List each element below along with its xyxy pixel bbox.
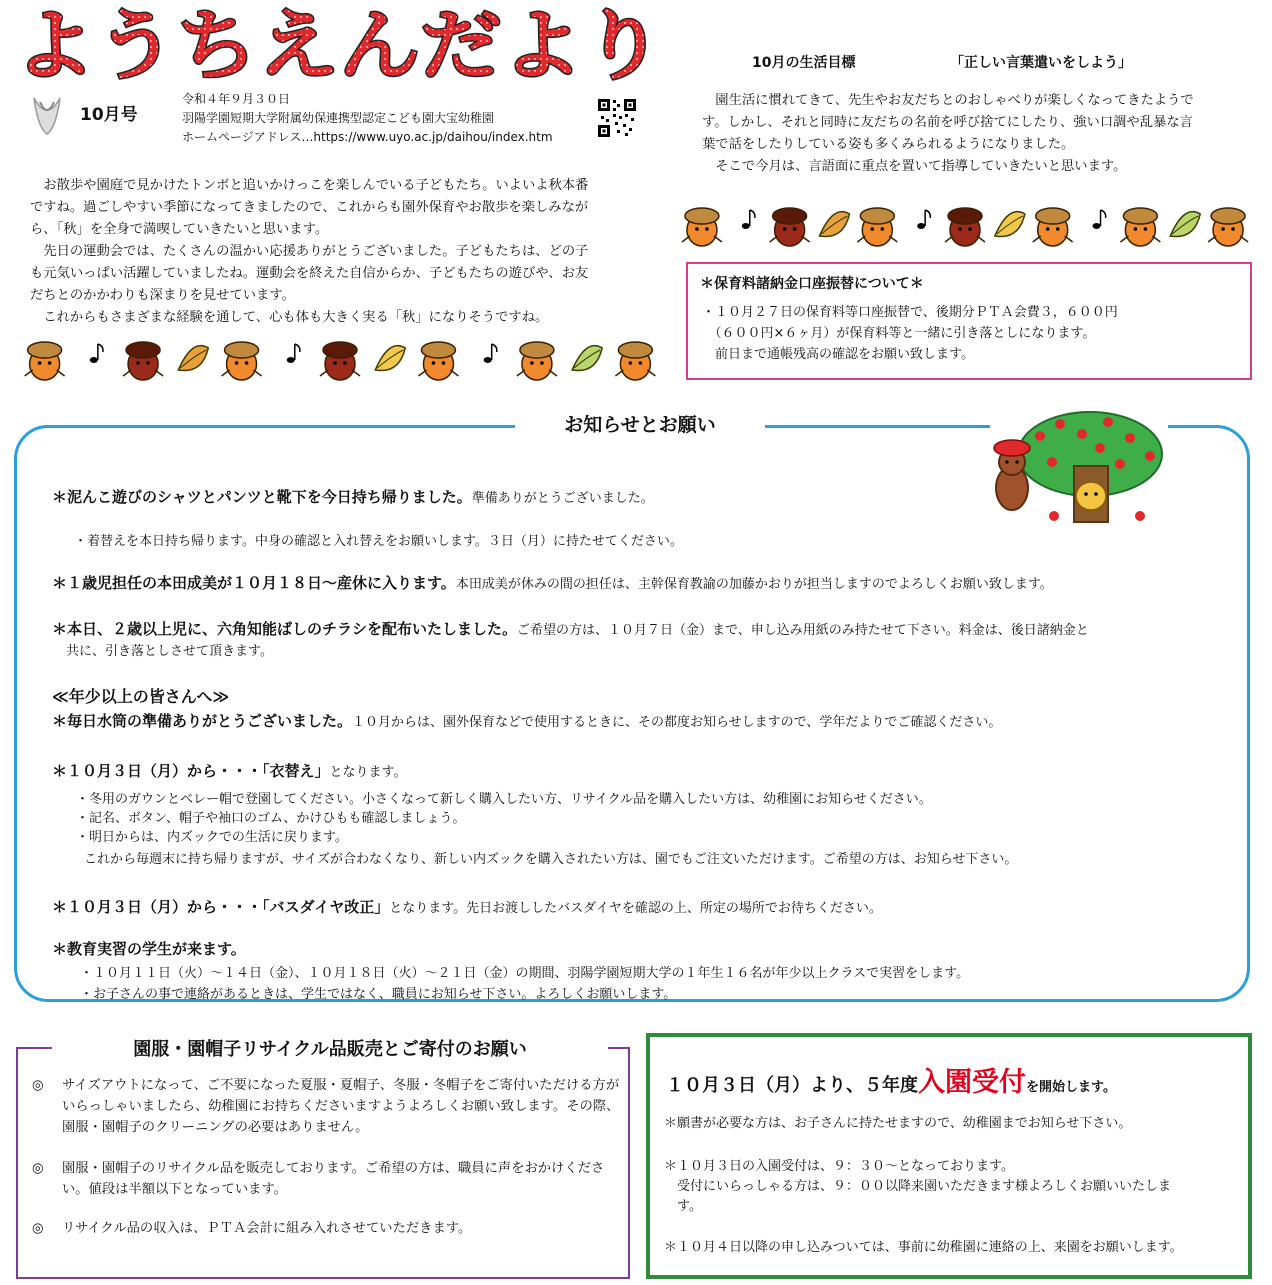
acorn-icon: [615, 342, 655, 380]
music-note-icon: [917, 210, 930, 229]
issue-date: 令和４年９月３０日: [182, 92, 291, 106]
qr-code-icon[interactable]: [597, 98, 637, 138]
music-note-icon: [1093, 210, 1106, 229]
notice-item-water-bottle: ＊毎日水筒の準備ありがとうございました。１０月からは、園外保育などで使用するときに、その都度お知らせしますので、学年だよりでご確認ください。: [52, 712, 1002, 730]
music-note-icon: [484, 344, 497, 363]
notice-item-mud-clothes: ＊泥んこ遊びのシャツとパンツと靴下を今日持ち帰りました。準備ありがとうございました。: [52, 488, 654, 506]
notice-item-contact-staff: ・お子さんの事で連絡があるときは、学生ではなく、職員にお知らせ下さい。よろしくお願いします。: [80, 987, 677, 1002]
header-info: [182, 90, 553, 147]
leaf-icon: [572, 346, 602, 371]
acorn-icon: [418, 342, 458, 380]
recycle-item-sale: ◎ 園服・園帽子のリサイクル品を販売しております。ご希望の方は、職員に声をおかけください。値段は半額以下となっています。: [32, 1161, 605, 1197]
admission-item-application: ＊願書が必要な方は、お子さんに持たせますので、幼稚園までお知らせ下さい。: [664, 1116, 1132, 1131]
acorn-icon: [25, 342, 65, 380]
music-note-icon: [742, 210, 755, 229]
acorn-icon: [123, 342, 163, 380]
notice-item-indoor-shoes: ・明日からは、内ズックでの生活に戻ります。: [76, 830, 348, 845]
notice-item-training-period: ・１０月１１日（火）～１４日（金）、１０月１８日（火）～２１日（金）の期間、羽陽学園短期大学の１年生１６名が年少以上クラスで実習をします。: [80, 966, 970, 981]
intro-paragraph: お散歩や園庭で見かけたトンボと追いかけっこを楽しんでいる子どもたち。いよいよ秋本番 ですね。過ごしやすい季節になってきましたので、これからも園外保育やお散歩を楽しみなが ら、「秋」を全身で満喫していきたいと思います。 先日の運動会では、たくさんの温かい応援ありがとうございました。子どもたちは、どの子 も元気いっぱい活躍していましたね。運動会を終えた自信からか、子どもたちの遊びや、お友 だちとのかかわりも深まりを見せています。 これからもさまざまな経験を通して、心も体も大きく実る「秋」になりそうですね。: [30, 178, 589, 325]
monthly-goal-body: 園生活に慣れてきて、先生やお友だちとのおしゃべりが楽しくなってきたようで す。しかし、それと同時に友だちの名前を呼び捨てにしたり、強い口調や乱暴な言 葉で話をしたりしている姿も多くみられるようになりました。 そこで今月は、言語面に重点を置いて指導していきたいと思います。: [702, 93, 1194, 174]
recycle-title: 園服・園帽子リサイクル品販売とご寄付のお願い: [52, 1034, 608, 1066]
leaf-icon: [1170, 212, 1200, 237]
acorn-icon: [320, 342, 360, 380]
notice-item-maternity-leave: ＊１歳児担任の本田成美が１０月１８日～産休に入ります。本田成美が休みの間の担任は、主幹保育教諭の加藤かおりが担当しますのでよろしくお願い致します。: [52, 574, 1053, 592]
acorn-icon: [222, 342, 262, 380]
acorn-icon: [770, 208, 810, 246]
acorn-icon: [945, 208, 985, 246]
leaf-icon: [375, 346, 405, 371]
acorn-icon: [1120, 208, 1160, 246]
monthly-goal-heading: 10月の生活目標: [752, 55, 856, 71]
recycle-item-donation: ◎ サイズアウトになって、ご不要になった夏服・夏帽子、冬服・冬帽子をご寄付いただける方がいらっしゃいましたら、幼稚園にお持ちくださいますようよろしくお願い致します。その際、園服・園帽子のクリーニングの必要はありません。: [32, 1078, 620, 1135]
notice-item-flyer-cont: 共に、引き落としさせて頂きます。: [66, 644, 273, 659]
apple-tree-icon: [990, 404, 1168, 530]
notice-title: お知らせとお願い: [515, 409, 765, 441]
fee-notice-body: ・１０月２７日の保育料等口座振替で、後期分ＰＴＡ会費３，６００円 （６００円×６ヶ月）が保育料等と一緒に引き落としになります。 前日まで通帳残高の確認をお願い致します。: [702, 305, 1118, 362]
notice-item-winter-gown: ・冬用のガウンとベレー帽で登園してください。小さくなって新しく購入したい方、リサイクル品を購入したい方は、幼稚園にお知らせください。: [76, 792, 932, 807]
notice-item-bus-schedule: ＊１０月３日（月）から・・・「バスダイヤ改正」となります。先日お渡ししたバスダイヤを確認の上、所定の場所でお待ちください。: [52, 898, 882, 916]
admission-title: １０月３日（月）より、５年度入園受付を開始します。: [666, 1067, 1116, 1098]
monthly-goal-slogan: 「正しい言葉遣いをしよう」: [950, 55, 1132, 71]
notice-item-indoor-shoes-cont: これから毎週末に持ち帰りますが、サイズが合わなくなり、新しい内ズックを購入されたい方は、園でもご注文いただけます。ご希望の方は、お知らせ下さい。: [84, 852, 1018, 867]
acorn-icon: [1208, 208, 1248, 246]
music-note-icon: [90, 344, 103, 363]
music-note-icon: [287, 344, 300, 363]
leaf-icon: [819, 212, 849, 237]
fee-notice-title: ＊保育料諸納金口座振替について＊: [700, 276, 924, 292]
notice-item-change-clothes: ・着替えを本日持ち帰ります。中身の確認と入れ替えをお願いします。３日（月）に持たせてください。: [74, 534, 683, 549]
notice-item-student-teachers: ＊教育実習の学生が来ます。: [52, 940, 246, 958]
notice-item-name-check: ・記名、ボタン、帽子や袖口のゴム、かけひもも確認しましょう。: [76, 811, 466, 826]
leaf-icon: [995, 212, 1025, 237]
homepage-address[interactable]: ホームページアドレス…https://www.uyo.ac.jp/daihou/index.htm: [182, 130, 553, 144]
issue-number: 10月号: [80, 105, 138, 125]
autumn-decoration-right: [680, 196, 1250, 252]
admission-item-later-application: ＊１０月４日以降の申し込みついては、事前に幼稚園に連絡の上、来園をお願いします。: [664, 1240, 1183, 1255]
school-logo-icon: [30, 92, 64, 136]
notice-item-flyer: ＊本日、２歳以上児に、六角知能ばしのチラシを配布いたしました。ご希望の方は、１０月７日（金）まで、申し込み用紙のみ持たせて下さい。料金は、後日諸納金と: [52, 620, 1089, 638]
acorn-icon: [857, 208, 897, 246]
admission-item-reception-time: ＊１０月３日の入園受付は、９：３０～となっております。 受付にいらっしゃる方は、９：００以降来園いただきます様よろしくお願いいたしま す。: [664, 1159, 1172, 1214]
svg-text:ようちえんだより: ようちえんだより: [14, 2, 664, 86]
recycle-item-income: ◎ リサイクル品の収入は、ＰＴＡ会計に組み入れさせていただきます。: [32, 1221, 472, 1236]
school-name: 羽陽学園短期大学附属幼保連携型認定こども園大宝幼稚園: [182, 111, 495, 125]
newsletter-title: [10, 2, 670, 86]
acorn-icon: [517, 342, 557, 380]
acorn-icon: [682, 208, 722, 246]
autumn-decoration-left: [20, 330, 660, 386]
leaf-icon: [178, 346, 208, 371]
acorn-icon: [1033, 208, 1073, 246]
notice-item-seasonal-change: ＊１０月３日（月）から・・・「衣替え」となります。: [52, 762, 407, 780]
notice-section-heading: ≪年少以上の皆さんへ≫: [52, 687, 230, 706]
